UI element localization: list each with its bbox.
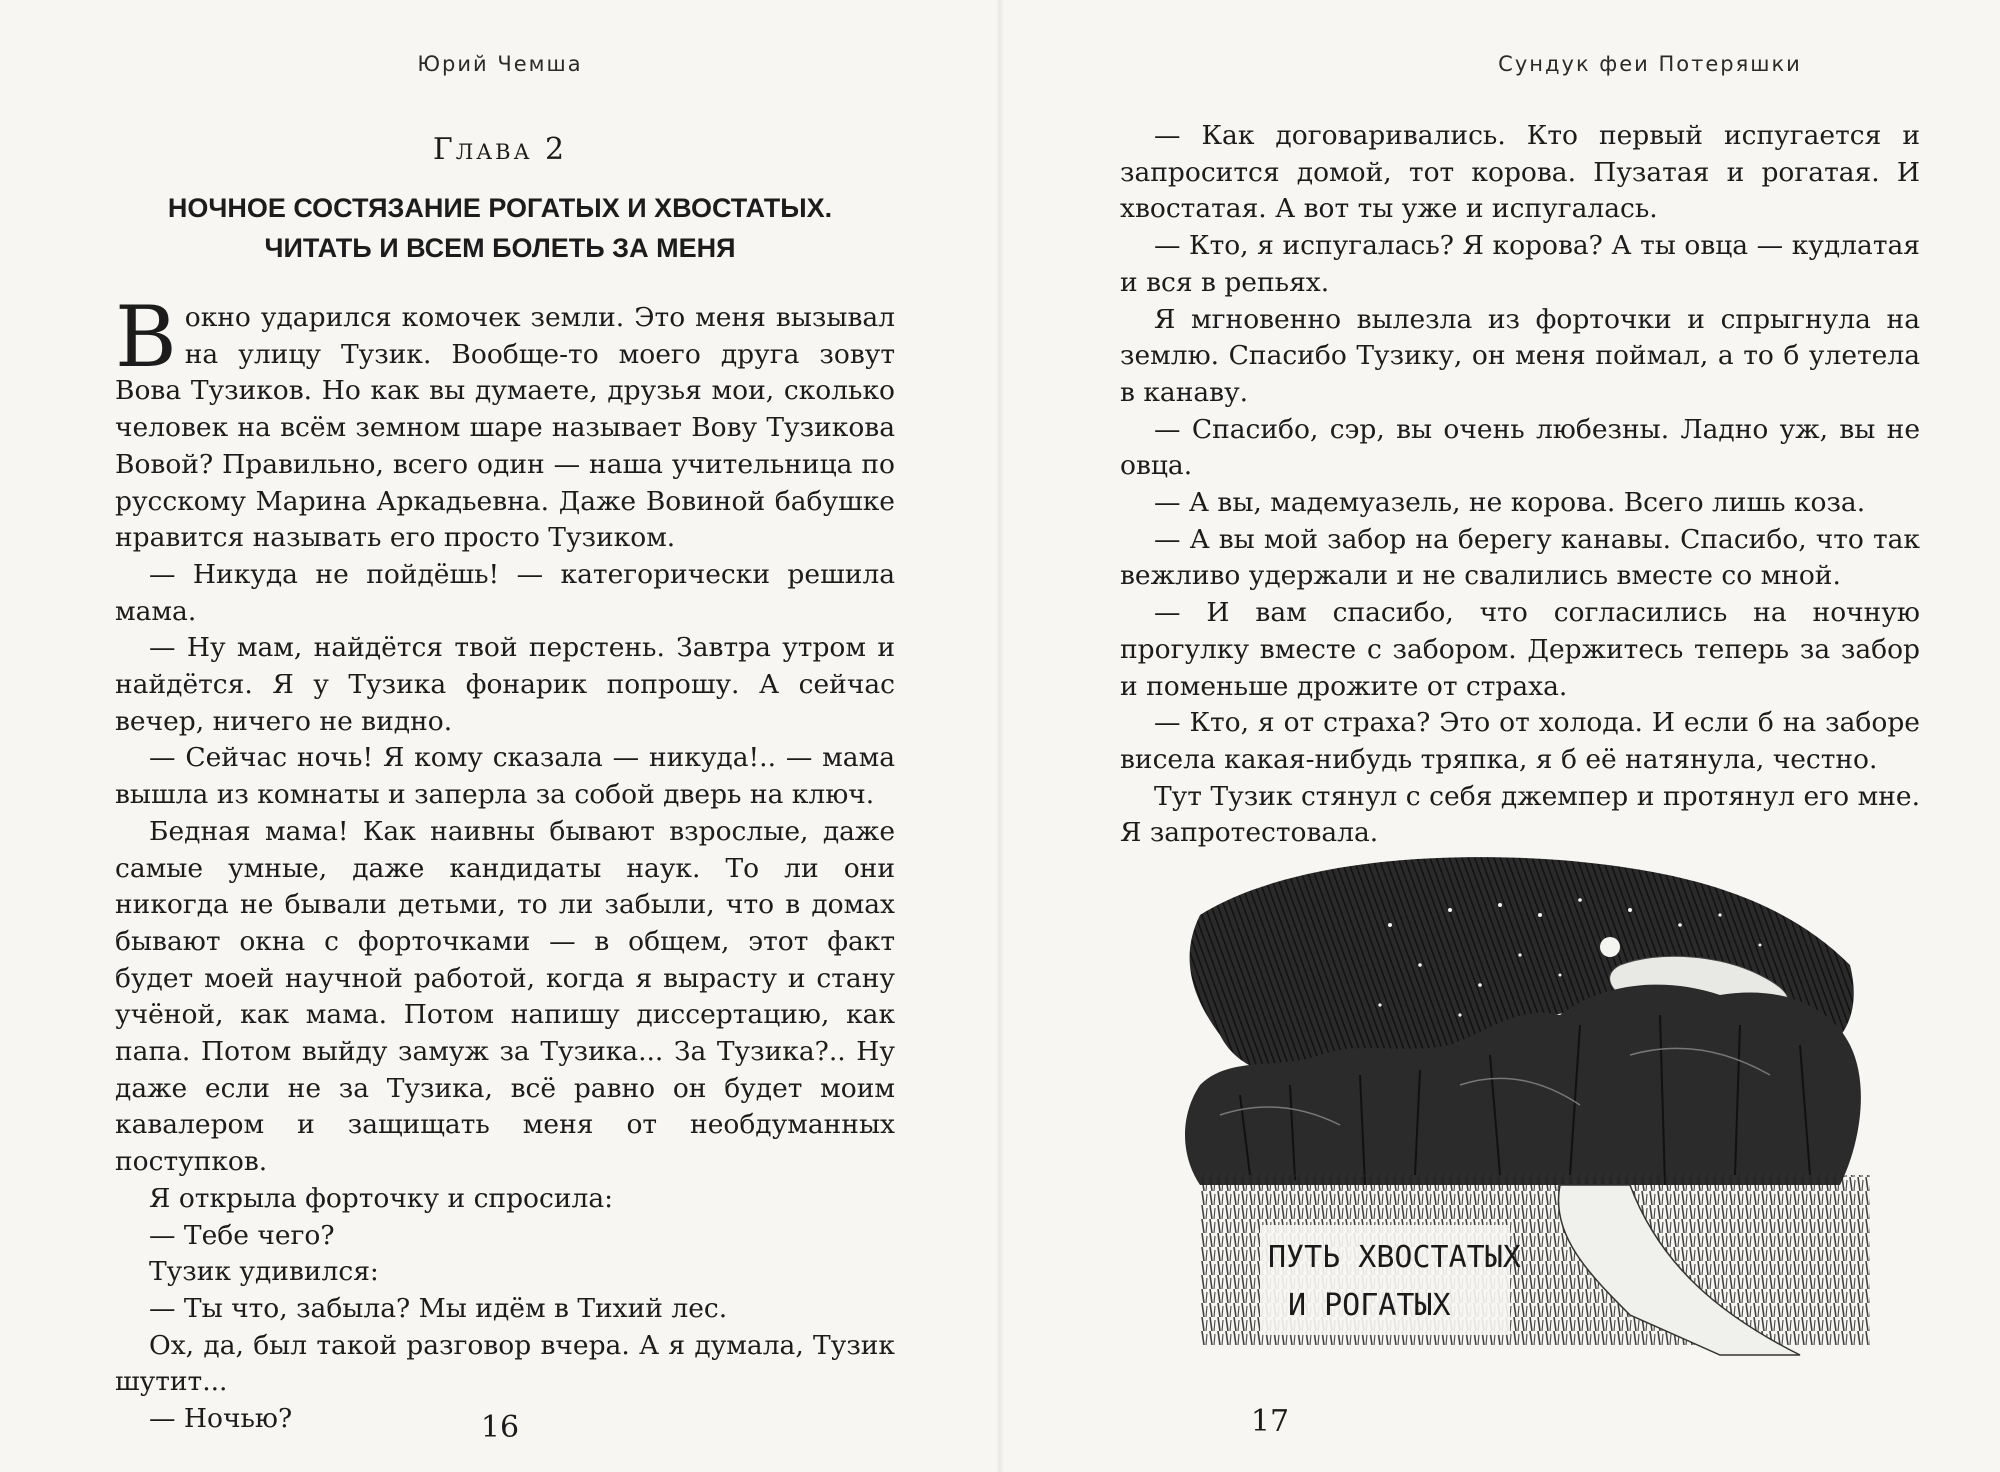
drop-cap: В: [115, 288, 177, 386]
illustration-caption-line-2: И РОГАТЫХ: [1288, 1288, 1451, 1323]
paragraph: — А вы, мадемуазель, не корова. Всего лишь коза.: [1154, 487, 1866, 519]
chapter-title: [100, 188, 900, 268]
paragraph: Бедная мама! Как наивны бывают взрослые, даже самые умные, даже кандидаты наук. То ли они никогда не бывали детьми, то ли забыли, что в домах бывают окна с форточками — в общем, этот факт будет моей научной работой, когда я вырасту и стану учёной, как мама. Потом напишу диссертацию, как папа. Потом выйду замуж за Тузика... За Тузика?.. Ну даже если не за Тузика, всё равно он будет моим кавалером и защищать меня от необдуманных поступков.: [115, 815, 895, 1178]
running-head-title: Сундук феи Потеряшки: [1498, 52, 1802, 76]
paragraph: — Ты что, забыла? Мы идём в Тихий лес.: [149, 1292, 728, 1324]
right-body-text: [1120, 118, 1920, 852]
page-number-left: 16: [480, 1410, 520, 1445]
chapter-title-line-1: НОЧНОЕ СОСТЯЗАНИЕ РОГАТЫХ И ХВОСТАТЫХ.: [167, 193, 833, 223]
paragraph: — Ну мам, найдётся твой перстень. Завтра утром и найдётся. Я у Тузика фонарик попрошу. А сейчас вечер, ничего не видно.: [115, 632, 895, 737]
paragraph: Тут Тузик стянул с себя джемпер и протянул его мне. Я запротестовала.: [1120, 780, 1920, 849]
running-head-author: Юрий Чемша: [417, 52, 583, 76]
chapter-title-line-2: ЧИТАТЬ И ВСЕМ БОЛЕТЬ ЗА МЕНЯ: [264, 233, 736, 263]
page-number-right: 17: [1250, 1404, 1290, 1439]
paragraph: Ох, да, был такой разговор вчера. А я думала, Тузик шутит...: [115, 1329, 895, 1398]
paragraph: — А вы мой забор на берегу канавы. Спасибо, что так вежливо удержали и не свалились вместе со мной.: [1120, 523, 1920, 592]
left-body-text: [115, 288, 895, 1438]
paragraph: Я мгновенно вылезла из форточки и спрыгнула на землю. Спасибо Тузику, он меня поймал, а то б улетела в канаву.: [1120, 303, 1920, 408]
right-page: [1000, 0, 2000, 1472]
paragraph: Я открыла форточку и спросила:: [149, 1182, 614, 1214]
night-landscape-illustration: [1160, 855, 1920, 1365]
paragraph: Тузик удивился:: [149, 1256, 379, 1288]
paragraph: — Спасибо, сэр, вы очень любезны. Ладно уж, вы не овца.: [1120, 413, 1920, 482]
paragraph: — Никуда не пойдёшь! — категорически решила мама.: [115, 558, 895, 627]
paragraph: — И вам спасибо, что согласились на ночную прогулку вместе с забором. Держитесь теперь за забор и поменьше дрожите от страха.: [1120, 597, 1920, 702]
illustration-caption-line-1: ПУТЬ ХВОСТАТЫХ: [1268, 1240, 1521, 1275]
chapter-number: Глава 2: [432, 132, 568, 167]
paragraph: — Сейчас ночь! Я кому сказала — никуда!.. — мама вышла из комнаты и заперла за собой дверь на ключ.: [115, 742, 895, 811]
paragraph: Вокно ударился комочек земли. Это меня вызывал на улицу Тузик. Вообще-то моего друга зовут Вова Тузиков. Но как вы думаете, друзья мои, сколько человек на всём земном шаре называет Вову Тузикова Вовой? Правильно, всего один — наша учительница по русскому Марина Аркадьевна. Даже Вовиной бабушке нравится называть его просто Тузиком.: [115, 288, 895, 554]
paragraph: — Кто, я испугалась? Я корова? А ты овца — кудлатая и вся в репьях.: [1120, 230, 1920, 298]
paragraph: — Кто, я от страха? Это от холода. И если б на заборе висела какая-нибудь тряпка, я б её натянула, честно.: [1120, 707, 1920, 775]
paragraph: — Тебе чего?: [149, 1219, 335, 1251]
paragraph: — Как договаривались. Кто первый испугается и запросится домой, тот корова. Пузатая и рогатая. И хвостатая. А вот ты уже и испугалась.: [1120, 120, 1920, 225]
paragraph: — Ночью?: [149, 1403, 293, 1435]
moon: [1600, 937, 1620, 957]
